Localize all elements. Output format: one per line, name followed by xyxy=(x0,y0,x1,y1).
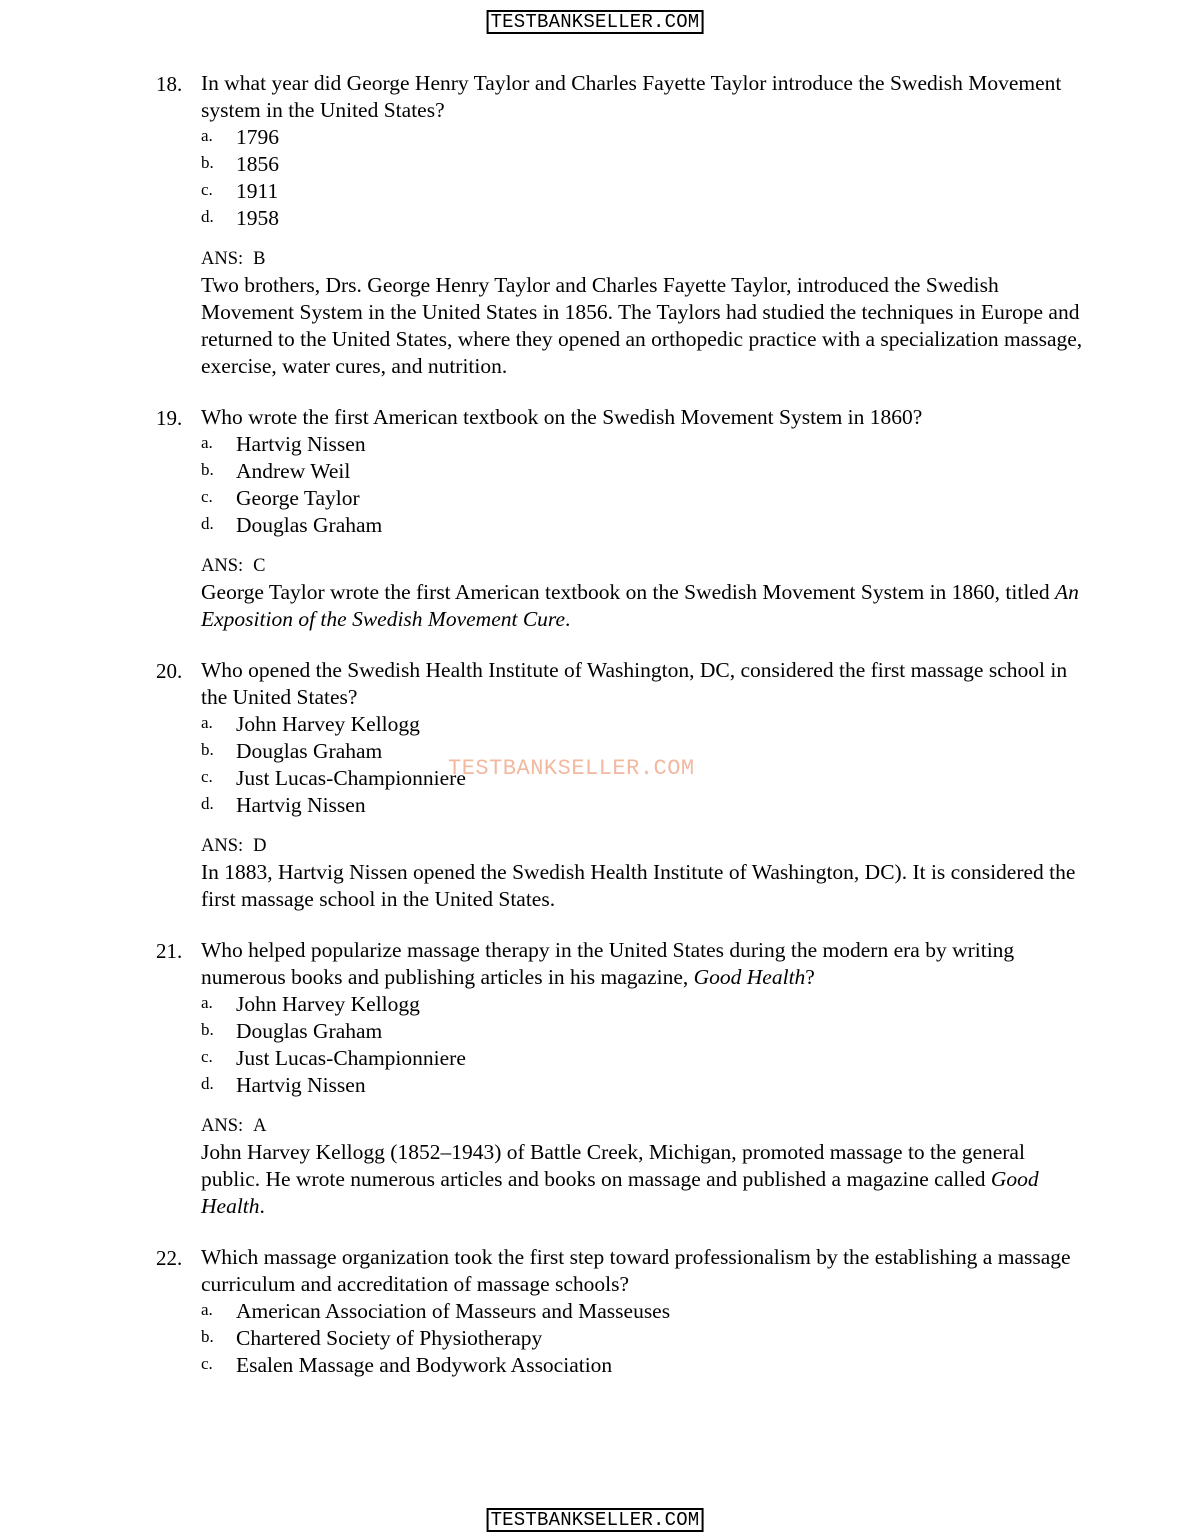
question-number: 18. xyxy=(156,72,183,96)
option-letter: c. xyxy=(201,767,213,786)
question-19 xyxy=(156,404,1086,633)
rationale-text: George Taylor wrote the first American textbook on the Swedish Movement System in 1860, titled xyxy=(201,580,1055,604)
option-c xyxy=(201,765,1086,792)
option-letter: d. xyxy=(201,514,214,533)
question-20 xyxy=(156,657,1086,913)
answer-rationale: Two brothers, Drs. George Henry Taylor and Charles Fayette Taylor, introduced the Swedish Movement System in the United States in 1856. The Taylors had studied the techniques in Europe and returned to the United States, where they opened an orthopedic practice with a specialization massage, exercise, water cures, and nutrition. xyxy=(201,273,1083,378)
option-list xyxy=(201,711,1086,819)
option-a xyxy=(201,124,1086,151)
rationale-end: . xyxy=(259,1194,265,1218)
question-list xyxy=(156,70,1086,1403)
option-list xyxy=(201,431,1086,539)
option-letter: c. xyxy=(201,180,213,199)
answer-letter: C xyxy=(253,556,266,576)
question-text: Who wrote the first American textbook on the Swedish Movement System in 1860? xyxy=(201,405,923,429)
option-text: Hartvig Nissen xyxy=(236,793,366,817)
watermark: TESTBANKSELLER.COM xyxy=(448,756,695,781)
answer-rationale: In 1883, Hartvig Nissen opened the Swedish Health Institute of Washington, DC). It is considered the first massage school in the United States. xyxy=(201,860,1076,911)
question-text xyxy=(201,937,1086,991)
option-d xyxy=(201,512,1086,539)
header-banner: TESTBANKSELLER.COM xyxy=(487,10,704,34)
option-b xyxy=(201,151,1086,178)
footer-banner: TESTBANKSELLER.COM xyxy=(487,1508,704,1532)
question-text: In what year did George Henry Taylor and Charles Fayette Taylor introduce the Swedish Movement system in the United States? xyxy=(201,71,1062,122)
option-text: 1856 xyxy=(236,152,279,176)
option-text: Just Lucas-Championniere xyxy=(236,1046,466,1070)
magazine-title: Good Health xyxy=(693,965,806,989)
option-text: Chartered Society of Physiotherapy xyxy=(236,1326,543,1350)
option-list xyxy=(201,1298,1086,1379)
question-text-start: Who helped popularize massage therapy in the United States during the modern era by writing numerous books and publishing articles in his magazine, xyxy=(201,938,1015,989)
option-letter: b. xyxy=(201,740,214,759)
option-b xyxy=(201,738,1086,765)
answer-letter: D xyxy=(253,836,267,856)
rationale-end: . xyxy=(565,607,571,631)
option-b xyxy=(201,1018,1086,1045)
option-d xyxy=(201,1072,1086,1099)
option-a xyxy=(201,1298,1086,1325)
option-letter: c. xyxy=(201,1047,213,1066)
question-22 xyxy=(156,1244,1086,1379)
option-d xyxy=(201,205,1086,232)
option-a xyxy=(201,991,1086,1018)
question-text: Who opened the Swedish Health Institute of Washington, DC, considered the first massage school in the United States? xyxy=(201,658,1068,709)
option-letter: b. xyxy=(201,153,214,172)
option-letter: a. xyxy=(201,126,213,145)
option-text: American Association of Masseurs and Masseuses xyxy=(236,1299,671,1323)
option-c xyxy=(201,1045,1086,1072)
question-number: 19. xyxy=(156,406,183,430)
option-text: Douglas Graham xyxy=(236,1019,383,1043)
question-number: 21. xyxy=(156,939,183,963)
option-letter: c. xyxy=(201,487,213,506)
option-b xyxy=(201,1325,1086,1352)
option-b xyxy=(201,458,1086,485)
answer-line xyxy=(201,246,1086,272)
question-text: Which massage organization took the first step toward professionalism by the establishing a massage curriculum and accreditation of massage schools? xyxy=(201,1245,1071,1296)
option-text: Douglas Graham xyxy=(236,739,383,763)
book-title: An Exposition of the Swedish Movement Cure xyxy=(201,580,1079,631)
option-list xyxy=(201,124,1086,232)
rationale-text: John Harvey Kellogg (1852–1943) of Battle Creek, Michigan, promoted massage to the general public. He wrote numerous articles and books on massage and published a magazine called xyxy=(201,1140,1025,1191)
option-letter: d. xyxy=(201,794,214,813)
option-text: John Harvey Kellogg xyxy=(236,712,420,736)
magazine-title: Good Health xyxy=(201,1167,1039,1218)
question-number: 20. xyxy=(156,659,183,683)
option-text: George Taylor xyxy=(236,486,360,510)
option-text: Just Lucas-Championniere xyxy=(236,766,466,790)
option-letter: b. xyxy=(201,1327,214,1346)
question-number: 22. xyxy=(156,1246,183,1270)
option-text: 1958 xyxy=(236,206,279,230)
option-c xyxy=(201,485,1086,512)
option-text: Andrew Weil xyxy=(236,459,351,483)
answer-label: ANS: xyxy=(201,836,244,856)
answer-rationale xyxy=(201,579,1086,633)
option-a xyxy=(201,711,1086,738)
answer-rationale xyxy=(201,1139,1086,1220)
option-letter: d. xyxy=(201,1074,214,1093)
option-letter: c. xyxy=(201,1354,213,1373)
option-text: John Harvey Kellogg xyxy=(236,992,420,1016)
answer-line xyxy=(201,833,1086,859)
option-text: Esalen Massage and Bodywork Association xyxy=(236,1353,613,1377)
option-text: 1911 xyxy=(236,179,279,203)
answer-label: ANS: xyxy=(201,1116,244,1136)
option-text: Hartvig Nissen xyxy=(236,432,366,456)
option-text: Douglas Graham xyxy=(236,513,383,537)
option-letter: d. xyxy=(201,207,214,226)
option-list xyxy=(201,991,1086,1099)
option-letter: a. xyxy=(201,1300,213,1319)
answer-letter: B xyxy=(253,249,266,269)
option-c xyxy=(201,178,1086,205)
option-c xyxy=(201,1352,1086,1379)
answer-label: ANS: xyxy=(201,556,244,576)
option-a xyxy=(201,431,1086,458)
option-d xyxy=(201,792,1086,819)
option-text: 1796 xyxy=(236,125,279,149)
answer-line xyxy=(201,1113,1086,1139)
question-18 xyxy=(156,70,1086,380)
option-letter: a. xyxy=(201,993,213,1012)
option-letter: a. xyxy=(201,713,213,732)
option-letter: a. xyxy=(201,433,213,452)
option-text: Hartvig Nissen xyxy=(236,1073,366,1097)
answer-letter: A xyxy=(253,1116,267,1136)
question-21 xyxy=(156,937,1086,1220)
question-text-end: ? xyxy=(805,965,815,989)
answer-line xyxy=(201,553,1086,579)
answer-label: ANS: xyxy=(201,249,244,269)
option-letter: b. xyxy=(201,1020,214,1039)
option-letter: b. xyxy=(201,460,214,479)
